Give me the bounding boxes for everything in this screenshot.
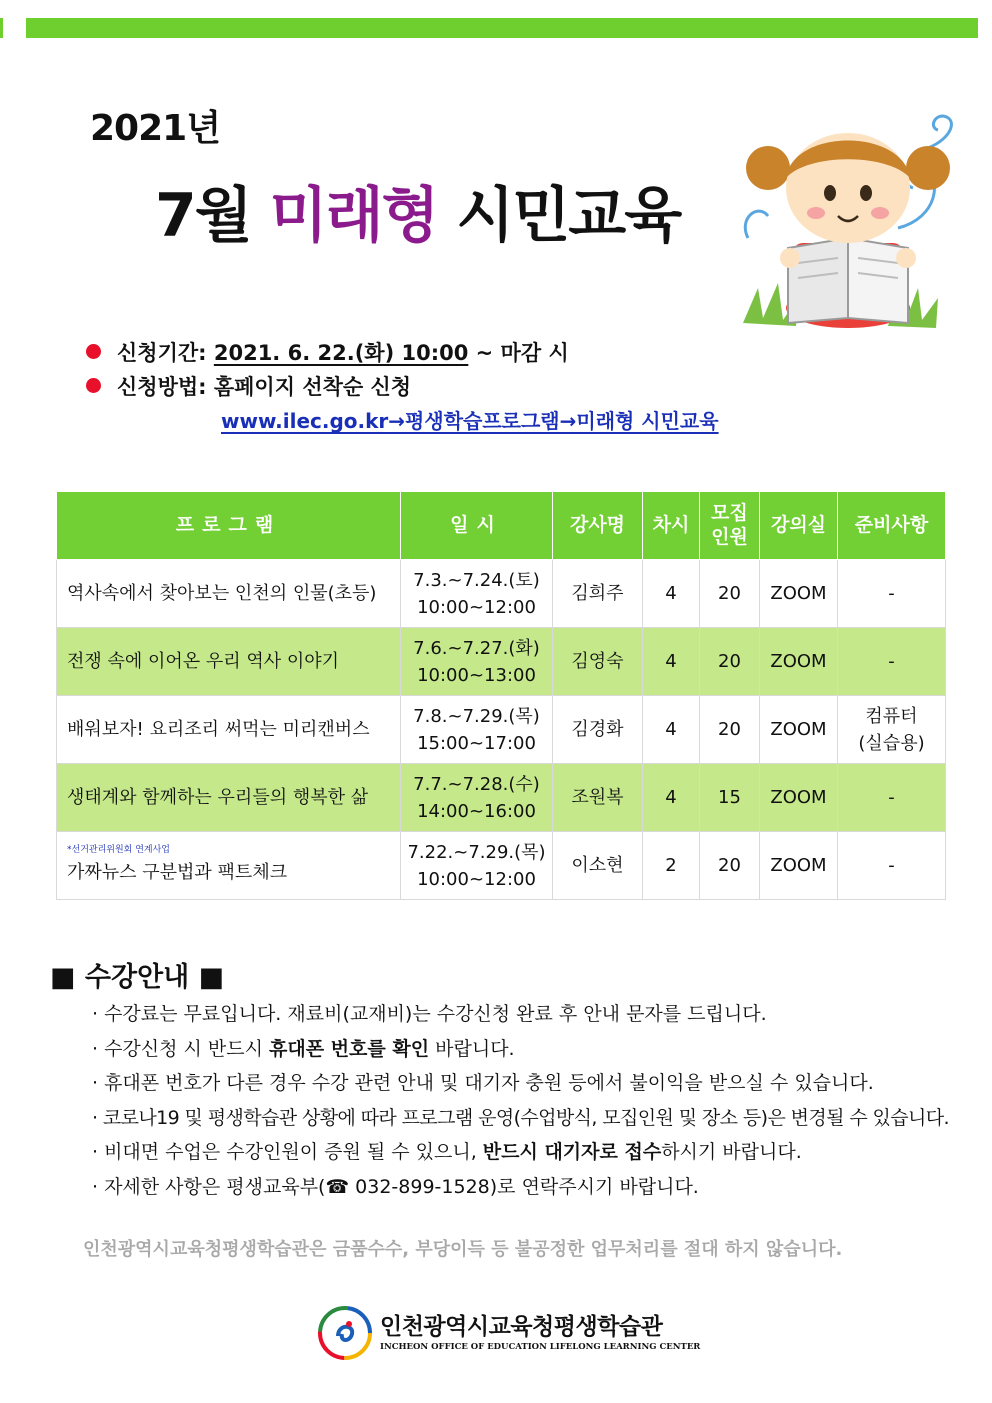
time-range: 15:00~17:00 [417,732,536,754]
title-rest: 시민교육 [437,181,681,251]
integrity-disclaimer: 인천광역시교육청평생학습관은 금품수수, 부당이득 등 불공정한 업무처리를 절대 하지 않습니다. [83,1239,843,1260]
room-cell: ZOOM [760,696,838,764]
period-label: 신청기간: [117,341,207,365]
time-range: 10:00~12:00 [417,596,536,618]
notice-text-tail: 하시기 바랍니다. [661,1141,802,1163]
table-header-row [57,492,946,560]
page-title [155,168,680,254]
sessions-cell: 2 [643,832,700,900]
bullet-dot-icon [86,378,101,393]
list-item [92,1104,949,1139]
year-heading: 2021년 [90,108,220,149]
capacity-cell: 20 [700,628,760,696]
bullet-dot-icon [86,344,101,359]
notice-text: · 자세한 사항은 평생교육부(☎ 032-899-1528)로 연락주시기 바랍니다. [92,1175,699,1198]
time-range: 10:00~12:00 [417,868,536,890]
instructor-cell: 조원복 [553,764,643,832]
notice-text: · 수강신청 시 반드시 [92,1037,270,1060]
time-range: 10:00~13:00 [417,664,536,686]
table-row [57,628,946,696]
header-instructor: 강사명 [553,492,643,560]
method-value: 홈페이지 선착순 신청 [213,375,412,399]
instructor-cell: 이소현 [553,832,643,900]
capacity-cell: 20 [700,832,760,900]
prep-cell: 컴퓨터 (실습용) [838,696,946,764]
header-sessions: 차시 [643,492,700,560]
date-range: 7.8.~7.29.(목) [413,705,540,727]
date-range: 7.22.~7.29.(목) [407,841,546,863]
list-item [92,1069,949,1104]
datetime-cell [401,628,553,696]
date-range: 7.3.~7.24.(토) [413,569,540,591]
capacity-cell: 20 [700,696,760,764]
application-method [86,371,411,401]
notice-title: ■ 수강안내 ■ [50,962,225,993]
instructor-cell: 김희주 [553,560,643,628]
notice-emphasis: 반드시 대기자로 접수 [482,1141,662,1163]
instructor-cell: 김경화 [553,696,643,764]
prep-cell: - [838,764,946,832]
program-table [56,491,946,900]
notice-text: · 수강료는 무료입니다. 재료비(교재비)는 수강신청 완료 후 안내 문자를 드립니다. [92,1003,767,1025]
program-name: 가짜뉴스 구분법과 팩트체크 [67,862,288,884]
notice-text-tail: 바랍니다. [429,1037,515,1060]
instructor-cell: 김영숙 [553,628,643,696]
prep-cell: - [838,628,946,696]
table-row [57,696,946,764]
prep-cell: - [838,832,946,900]
datetime-cell [401,832,553,900]
top-accent-bar [26,18,978,38]
header-prep: 준비사항 [838,492,946,560]
datetime-cell [401,696,553,764]
notice-text: · 비대면 수업은 수강인원이 증원 될 수 있으니, [92,1141,483,1163]
capacity-cell: 15 [700,764,760,832]
date-range: 7.7.~7.28.(수) [413,773,540,795]
top-bar-edge [0,18,3,38]
table-row [57,560,946,628]
prep-cell: - [838,560,946,628]
program-name: 전쟁 속에 이어온 우리 역사 이야기 [57,628,401,696]
list-item [92,1035,949,1070]
title-month: 7월 [155,181,270,251]
table-row [57,764,946,832]
room-cell: ZOOM [760,832,838,900]
program-name-cell [57,832,401,900]
list-item [92,1173,949,1208]
notice-text: · 코로나19 및 평생학습관 상황에 따라 프로그램 운영(수업방식, 모집인원 및 장소 등)은 변경될 수 있습니다. [92,1106,949,1129]
header-room: 강의실 [760,492,838,560]
date-range: 7.6.~7.27.(화) [413,637,540,659]
application-period [86,337,569,367]
title-accent: 미래형 [269,181,438,251]
period-value: 2021. 6. 22.(화) 10:00 [213,341,469,365]
period-suffix: ~ 마감 시 [468,341,569,365]
method-label: 신청방법: [117,375,207,399]
sessions-cell: 4 [643,560,700,628]
header-datetime: 일시 [401,492,553,560]
homepage-link[interactable]: www.ilec.go.kr→평생학습프로그램→미래형 시민교육 [221,409,719,433]
program-name: 역사속에서 찾아보는 인천의 인물(초등) [57,560,401,628]
program-name: 생태계와 함께하는 우리들의 행복한 삶 [57,764,401,832]
header-program: 프로그램 [57,492,401,560]
partner-note: *선거관리위원회 연계사업 [67,844,170,855]
program-name: 배워보자! 요리조리 써먹는 미리캔버스 [57,696,401,764]
header-capacity: 모집 인원 [700,492,760,560]
notice-list [92,1000,949,1207]
reading-girl-illustration [738,108,968,343]
datetime-cell [401,764,553,832]
datetime-cell [401,560,553,628]
sessions-cell: 4 [643,628,700,696]
room-cell: ZOOM [760,628,838,696]
notice-text: · 휴대폰 번호가 다른 경우 수강 관련 안내 및 대기자 충원 등에서 불이익을 받으실 수 있습니다. [92,1072,874,1094]
table-row [57,832,946,900]
list-item [92,1000,949,1035]
time-range: 14:00~16:00 [417,800,536,822]
institution-logo-icon [318,1306,372,1360]
org-name-english: INCHEON OFFICE OF EDUCATION LIFELONG LEARNING CENTER [380,1342,701,1352]
capacity-cell: 20 [700,560,760,628]
room-cell: ZOOM [760,560,838,628]
list-item [92,1138,949,1173]
sessions-cell: 4 [643,696,700,764]
org-name-korean: 인천광역시교육청평생학습관 [380,1314,663,1340]
sessions-cell: 4 [643,764,700,832]
room-cell: ZOOM [760,764,838,832]
notice-emphasis: 휴대폰 번호를 확인 [269,1037,430,1060]
